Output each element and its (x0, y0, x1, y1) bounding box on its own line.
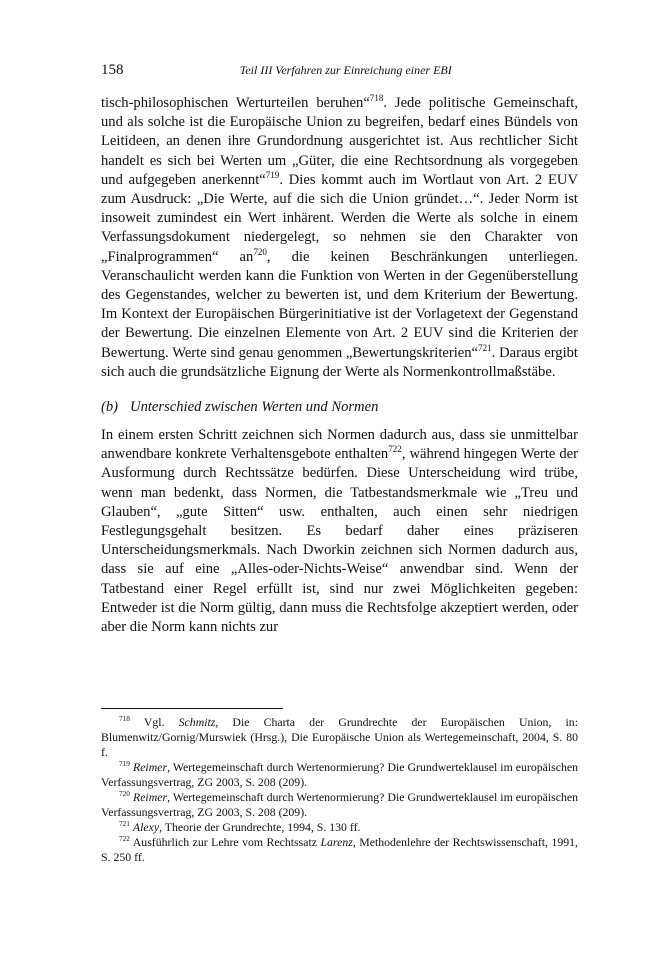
footnote-text: , Wertegemeinschaft durch Wertenormierung? Die Grundwerteklausel im europäischen Verfassungsvertrag, ZG 2003, S. 208 (209). (101, 760, 578, 790)
footnote-number: 720 (119, 789, 130, 799)
footnote-author: Larenz (320, 835, 353, 850)
footnote-author: Reimer (132, 790, 168, 805)
footnote-720 (101, 790, 578, 820)
footnote-721 (101, 820, 578, 835)
text-span: , während hingegen Werte der Ausformung durch Rechtssätze bedürfen. Diese Unterscheidung wird trübe, wenn man bedenkt, dass Normen, die Tatbestandsmerkmale wie „Treu und Glauben“, „gute Sitten“ usw. enthalten, auch einen sehr niedrigen Festlegungsgehalt besitzen. Es bedarf daher eines präziseren Unterscheidungsmerkmals. Nach Dworkin zeichnen sich Normen dadurch aus, dass sie auf eine „Alles-oder-Nichts-Weise“ anwendbar sind. Wenn der Tatbestand einer Regel erfüllt ist, sind nur zwei Möglichkeiten gegeben: Entweder ist die Norm gültig, dann muss die Rechtsfolge akzeptiert werden, oder aber die Norm kann nichts zur (101, 446, 578, 636)
footnote-divider (101, 708, 283, 709)
text-span: . Dies kommt auch im Wortlaut von Art. 2 EUV zum Ausdruck: „Die Werte, auf die sich die Union gründet…“. Jeder Norm ist insoweit zumindest ein Wert inhärent. Werden die Werte als solche in einem Verfassungsdokument niedergelegt, so nehmen sie den Charakter von „Finalprogrammen“ an (101, 171, 578, 265)
footnote-719 (101, 760, 578, 790)
section-title: Unterschied zwischen Werten und Normen (130, 399, 379, 416)
footnote-ref-719[interactable]: 719 (265, 169, 280, 180)
text-span: tisch-philosophischen Werturteilen beruhen“ (101, 95, 370, 111)
text-span: In einem ersten Schritt zeichnen sich Normen dadurch aus, dass sie unmittelbar anwendbare konkrete Verhaltensgebote enthalten (101, 427, 578, 463)
text-span: . Jede politische Gemeinschaft, und als solche ist die Europäische Union zu begreifen, bedarf eines Bündels von Leitideen, an denen ihre Grundordnung ausgerichtet ist. Aus rechtlicher Sicht handelt es sich bei Werten um „Güter, die eine Rechtsordnung als vorgegeben und aufgegeben anerkennt“ (101, 95, 578, 188)
footnote-text: , Theorie der Grundrechte, 1994, S. 130 ff. (159, 820, 361, 835)
footnote-text: , Die Charta der Grundrechte der Europäischen Union, in: Blumenwitz/Gornig/Murswiek (Hrsg.), Die Europäische Union als Wertegemeinschaft, 2004, S. 80 f. (101, 715, 578, 760)
paragraph-2 (101, 426, 578, 637)
footnote-ref-720[interactable]: 720 (253, 246, 267, 257)
running-title: Teil III Verfahren zur Einreichung einer EBI (239, 63, 452, 77)
section-heading (101, 399, 578, 416)
section-number: (b) (101, 399, 119, 416)
footnote-ref-722[interactable]: 722 (388, 444, 402, 455)
footnote-text: Vgl. (143, 715, 179, 730)
footnote-718 (101, 715, 578, 760)
footnote-author: Reimer (132, 760, 168, 775)
footnote-ref-718[interactable]: 718 (369, 93, 384, 104)
text-span: . Daraus ergibt sich auch die grundsätzliche Eignung der Werte als Normenkontrollmaßstäbe. (101, 344, 578, 380)
footnote-text: , Methodenlehre der Rechtswissenschaft, 1991, S. 250 ff. (101, 835, 578, 865)
footnote-number: 718 (119, 714, 130, 724)
paragraph-1 (101, 94, 578, 382)
footnote-number: 721 (119, 819, 130, 829)
footnotes (101, 715, 578, 865)
footnote-author: Alexy (132, 820, 160, 835)
footnote-text: , Wertegemeinschaft durch Wertenormierung? Die Grundwerteklausel im europäischen Verfassungsvertrag, ZG 2003, S. 208 (209). (101, 790, 578, 820)
page-number: 158 (101, 62, 124, 78)
page-header (101, 62, 578, 79)
footnote-text: Ausführlich zur Lehre vom Rechtssatz (132, 835, 321, 850)
footnote-ref-721[interactable]: 721 (478, 342, 492, 353)
footnote-722 (101, 835, 578, 865)
footnote-number: 722 (119, 834, 130, 844)
text-span: , die keinen Beschränkungen unterliegen. Veranschaulicht werden kann die Funktion von Werten in der Gegenüberstellung des Gegenstandes, welcher zu bewerten ist, und dem Kriterium der Bewertung. Im Kontext der Europäischen Bürgerinitiative ist der Vorlagetext der Gegenstand der Bewertung. Die einzelnen Elemente von Art. 2 EUV sind die Kriterien der Bewertung. Werte sind genau genommen „Bewertungskriterien“ (101, 248, 578, 361)
footnote-author: Schmitz (178, 715, 216, 730)
footnote-number: 719 (119, 759, 130, 769)
